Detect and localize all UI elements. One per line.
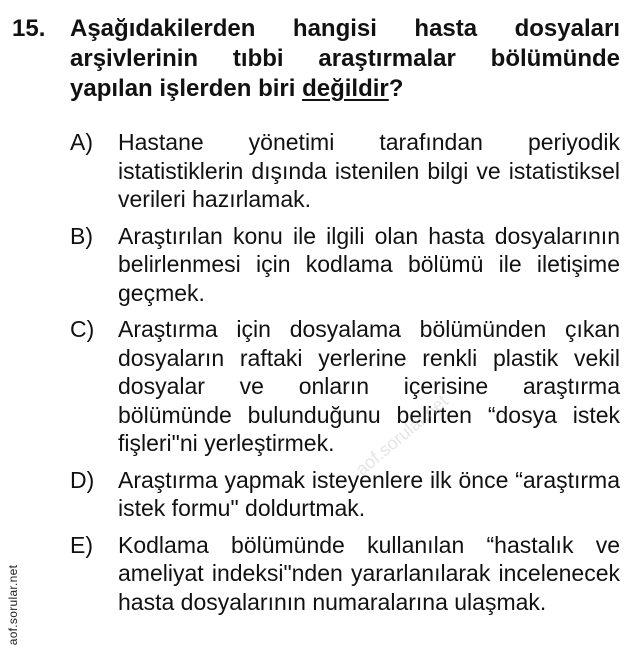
question-text-main: Aşağıdakilerden hangisi hasta dosyaları arşivlerinin tıbbi araştırmalar bölümünde yapılan işlerden biri bbox=[70, 15, 620, 102]
option-b[interactable] bbox=[70, 222, 620, 308]
question-text bbox=[70, 14, 620, 104]
option-text: Araştırma yapmak isteyenlere ilk önce “araştırma istek formu" doldurtmak. bbox=[118, 466, 620, 521]
question-text-underlined: değildir bbox=[302, 75, 389, 102]
option-text: Hastane yönetimi tarafından periyodik istatistiklerin dışında istenilen bilgi ve istatistiksel verileri hazırlamak. bbox=[118, 129, 620, 212]
option-e[interactable] bbox=[70, 531, 620, 617]
option-letter: A) bbox=[70, 129, 93, 155]
side-watermark: aof.sorular.net bbox=[6, 564, 20, 646]
option-a[interactable] bbox=[70, 128, 620, 214]
option-c[interactable] bbox=[70, 315, 620, 458]
option-text: Araştırma için dosyalama bölümünden çıkan dosyaların raftaki yerlerine renkli plastik vekil dosyalar ve onların içerisine araştırma bölümünde bulunduğunu belirten “dosya istek fişleri"ni yerleştirmek. bbox=[118, 316, 620, 456]
question bbox=[12, 14, 620, 104]
option-text: Kodlama bölümünde kullanılan “hastalık ve ameliyat indeksi"nden yararlanılarak incelenecek hasta dosyalarının numaralarına ulaşmak. bbox=[118, 531, 620, 615]
option-letter: E) bbox=[70, 531, 93, 558]
option-d[interactable] bbox=[70, 466, 620, 523]
option-text: Araştırılan konu ile ilgili olan hasta dosyalarının belirlenmesi için kodlama bölümü ile iletişime geçmek. bbox=[118, 222, 620, 306]
center-watermark: aof.sorular.net bbox=[351, 390, 452, 480]
option-letter: C) bbox=[70, 316, 95, 342]
answer-options bbox=[70, 128, 620, 624]
option-letter: D) bbox=[70, 466, 95, 493]
option-letter: B) bbox=[70, 222, 93, 249]
question-text-end: ? bbox=[388, 75, 404, 102]
question-number: 15. bbox=[12, 15, 46, 42]
